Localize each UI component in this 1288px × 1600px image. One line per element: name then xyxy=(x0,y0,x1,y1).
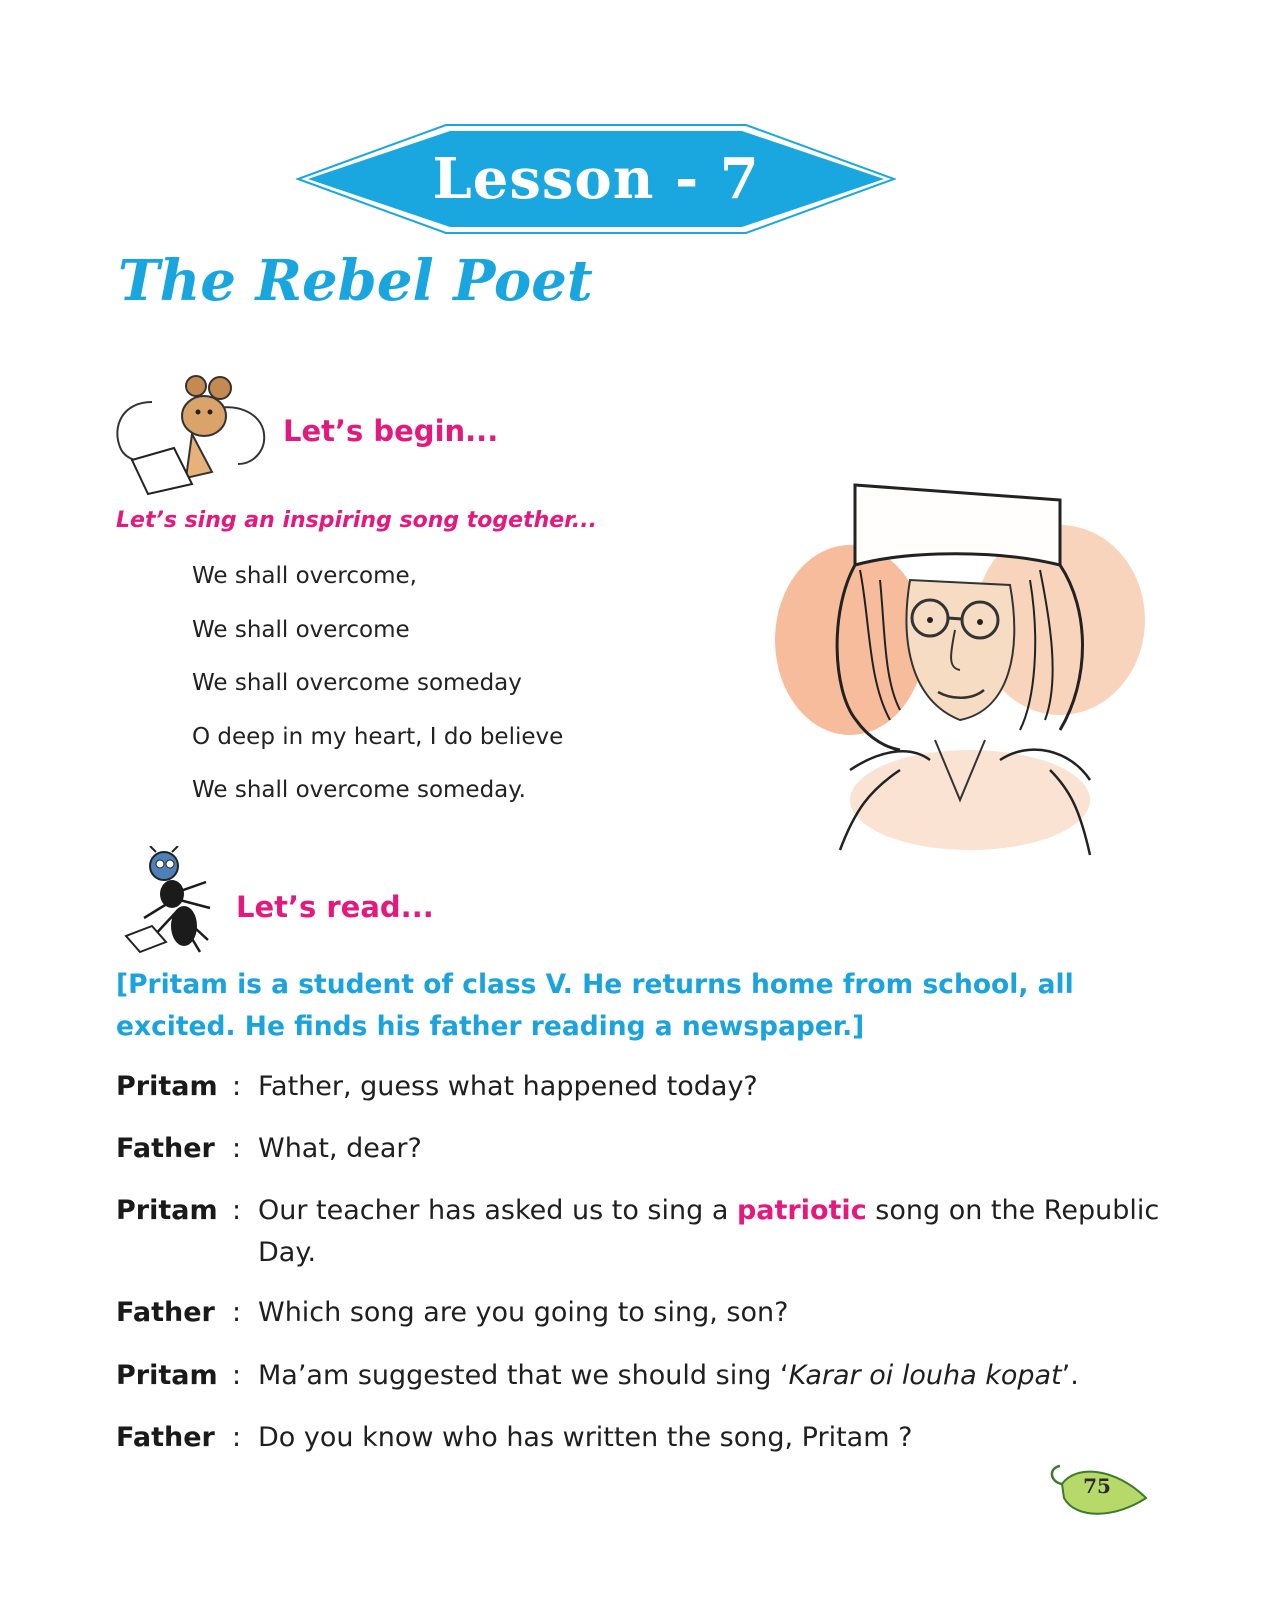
dialogue-line xyxy=(116,1292,1176,1334)
speaker-name: Pritam xyxy=(116,1195,218,1226)
rebel-poet-portrait xyxy=(760,470,1170,865)
dialogue-text: What, dear? xyxy=(258,1133,422,1164)
reading-mouse-icon xyxy=(112,372,272,498)
song-lyrics xyxy=(192,560,563,828)
song-line: We shall overcome, xyxy=(192,563,417,589)
stage-direction: [Pritam is a student of class V. He returns home from school, all excited. He finds his father reading a newspaper.] xyxy=(116,969,1074,1042)
song-line: We shall overcome someday. xyxy=(192,777,526,803)
song-line: We shall overcome someday xyxy=(192,670,522,696)
page-number-badge xyxy=(1046,1458,1150,1520)
dialogue-line xyxy=(116,1066,1176,1108)
dialogue-text: Which song are you going to sing, son? xyxy=(258,1297,789,1328)
page-number: 75 xyxy=(1083,1474,1111,1498)
dialogue-text-part: ’. xyxy=(1061,1360,1079,1391)
speaker-name: Pritam xyxy=(116,1360,218,1391)
song-intro: Let’s sing an inspiring song together... xyxy=(116,508,597,533)
speaker-name: Pritam xyxy=(116,1071,218,1102)
highlighted-word: patriotic xyxy=(736,1195,867,1226)
lesson-title: The Rebel Poet xyxy=(118,248,593,314)
speaker-colon: : xyxy=(232,1133,242,1164)
lets-begin-heading: Let’s begin... xyxy=(283,414,499,448)
speaker-colon: : xyxy=(232,1297,242,1328)
speaker-colon: : xyxy=(232,1422,242,1453)
speaker-colon: : xyxy=(232,1360,242,1391)
dialogue-text-part: song on the Republic Day. xyxy=(258,1195,1160,1268)
speaker-name: Father xyxy=(116,1297,215,1328)
dialogue-text xyxy=(258,1355,1176,1397)
dialogue-text xyxy=(258,1190,1176,1274)
lesson-banner xyxy=(296,123,896,235)
speaker-colon: : xyxy=(232,1071,242,1102)
dialogue-line xyxy=(116,1190,1176,1274)
reading-ant-icon xyxy=(122,846,218,956)
dialogue-line xyxy=(116,1128,1176,1170)
lesson-number: Lesson - 7 xyxy=(432,146,760,212)
speaker-colon: : xyxy=(232,1195,242,1226)
song-title: Karar oi louha kopat xyxy=(788,1360,1062,1391)
dialogue-text-part: Our teacher has asked us to sing a xyxy=(258,1195,737,1226)
speaker-name: Father xyxy=(116,1422,215,1453)
dialogue-text: Do you know who has written the song, Pritam ? xyxy=(258,1422,913,1453)
song-line: We shall overcome xyxy=(192,616,410,643)
song-line: O deep in my heart, I do believe xyxy=(192,723,564,750)
dialogue-text: Father, guess what happened today? xyxy=(258,1071,758,1102)
speaker-name: Father xyxy=(116,1133,215,1164)
dialogue-line xyxy=(116,1417,1176,1459)
dialogue-line xyxy=(116,1355,1176,1397)
dialogue-text-part: Ma’am suggested that we should sing ‘ xyxy=(258,1360,789,1391)
lets-read-heading: Let’s read... xyxy=(236,890,434,924)
